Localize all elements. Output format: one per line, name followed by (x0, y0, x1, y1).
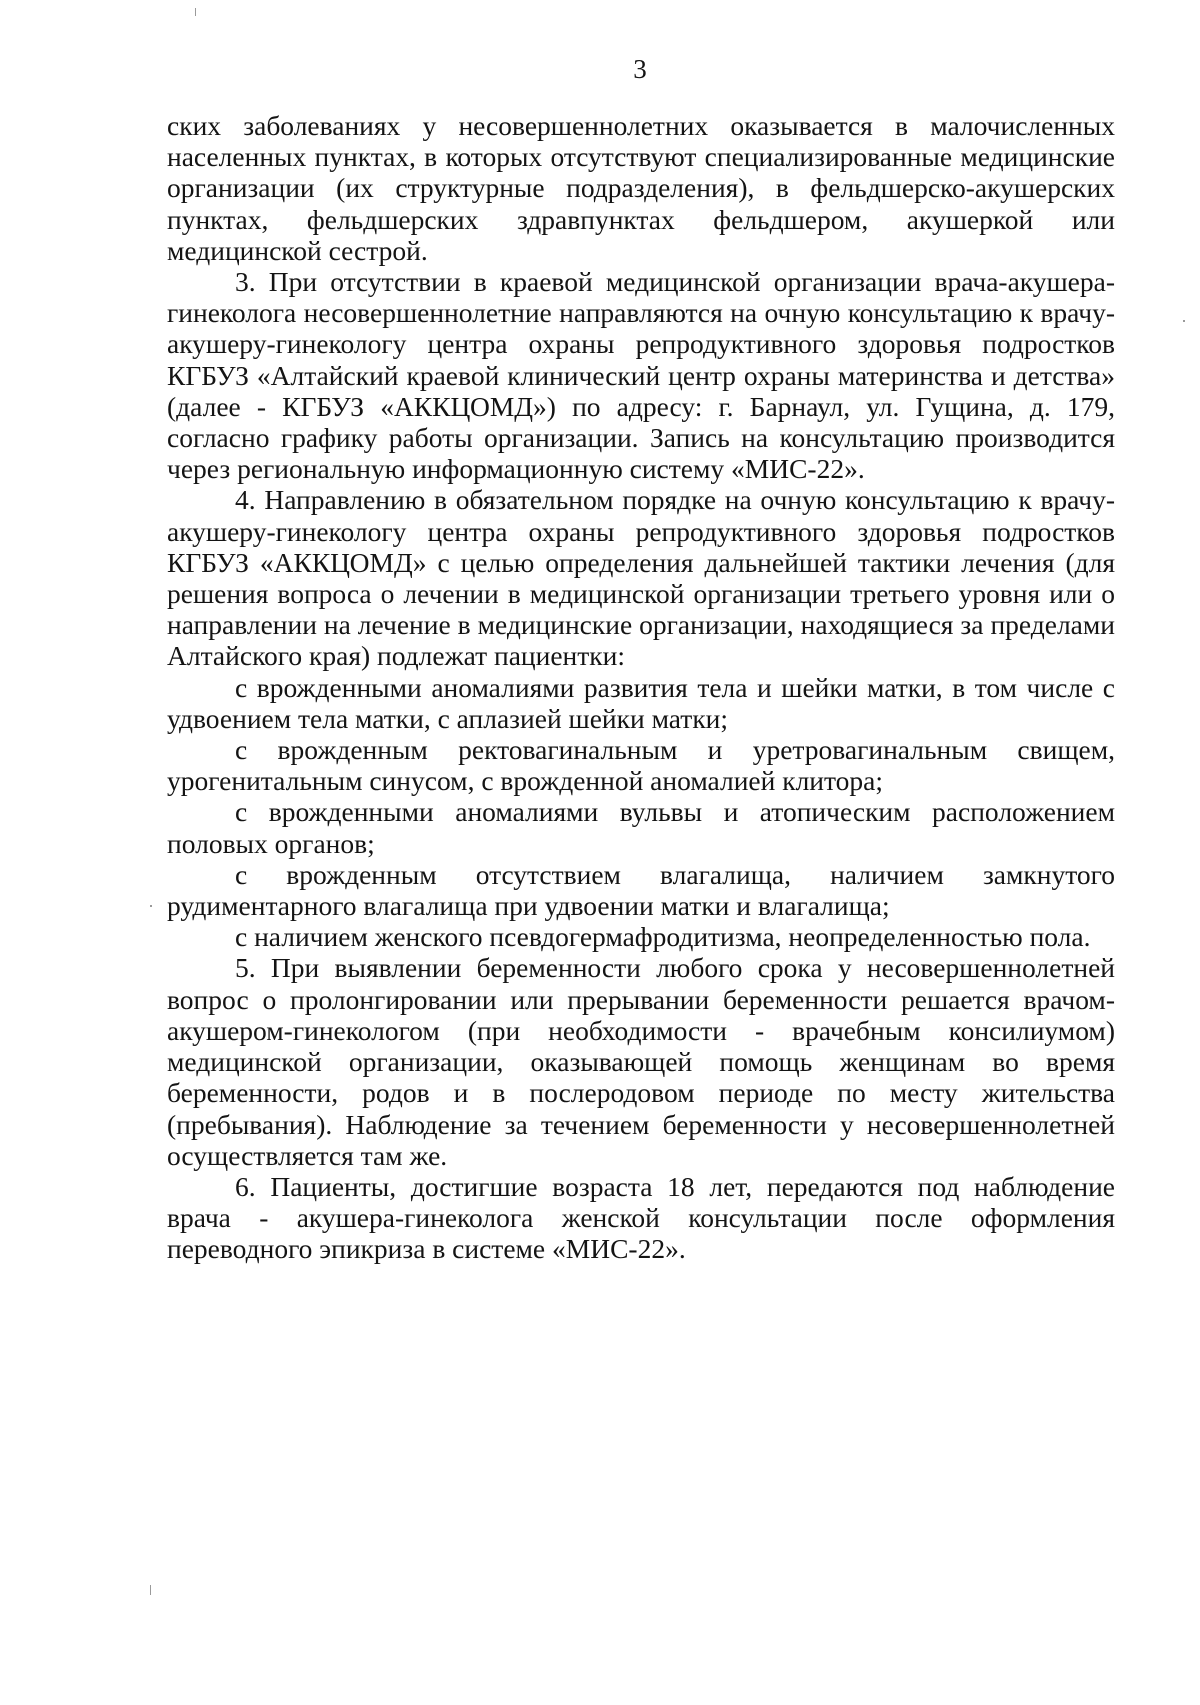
paragraph-item-5: 5. При выявлении беременности любого срока у несовершеннолетней вопрос о пролонгировании или прерывании беременности решается врачом-акушером-гинекологом (при необходимости - врачебным консилиумом) медицинской организации, оказывающей помощь женщинам во время беременности, родов и в послеродовом периоде по месту жительства (пребывания). Наблюдение за течением беременности у несовершеннолетней осуществляется там же. (167, 952, 1115, 1171)
list-item: с врожденным ректовагинальным и уретровагинальным свищем, урогенитальным синусом, с врожденной аномалией клитора; (167, 734, 1115, 797)
paragraph-item-6: 6. Пациенты, достигшие возраста 18 лет, передаются под наблюдение врача - акушера-гинеколога женской консультации после оформления переводного эпикриза в системе «МИС-22». (167, 1170, 1115, 1265)
list-item: с врожденными аномалиями развития тела и шейки матки, в том числе с удвоением тела матки, с аплазией шейки матки; (167, 671, 1115, 734)
paragraph-item-3: 3. При отсутствии в краевой медицинской организации врача-акушера-гинеколога несовершеннолетние направляются на очную консультацию к врачу-акушеру-гинекологу центра охраны репродуктивного здоровья подростков КГБУЗ «Алтайский краевой клинический центр охраны материнства и детства» (далее - КГБУЗ «АККЦОМД») по адресу: г. Барнаул, ул. Гущина, д. 179, согласно графику работы организации. Запись на консультацию производится через региональную информационную систему «МИС-22». (167, 266, 1115, 485)
paragraph-continuation: ских заболеваниях у несовершеннолетних оказывается в малочисленных населенных пунктах, в которых отсутствуют специализированные медицинские организации (их структурные подразделения), в фельдшерско-акушерских пунктах, фельдшерских здравпунктах фельдшером, акушеркой или медицинской сестрой. (167, 110, 1115, 266)
scan-speck (150, 905, 152, 907)
list-item: с врожденным отсутствием влагалища, наличием замкнутого рудиментарного влагалища при удвоении матки и влагалища; (167, 858, 1115, 922)
scan-speck (195, 8, 196, 16)
list-item: с врожденными аномалиями вульвы и атопическим расположением половых органов; (167, 796, 1115, 859)
page-number: 3 (633, 54, 647, 84)
scan-speck (150, 1585, 151, 1595)
document-body (167, 110, 1115, 1265)
scan-speck (1183, 320, 1185, 322)
paragraph-item-4: 4. Направлению в обязательном порядке на очную консультацию к врачу-акушеру-гинекологу центра охраны репродуктивного здоровья подростков КГБУЗ «АККЦОМД» с целью определения дальнейшей тактики лечения (для решения вопроса о лечении в медицинской организации третьего уровня или о направлении на лечение в медицинские организации, находящиеся за пределами Алтайского края) подлежат пациентки: (167, 484, 1115, 672)
list-item: с наличием женского псевдогермафродитизма, неопределенностью пола. (235, 921, 1091, 953)
